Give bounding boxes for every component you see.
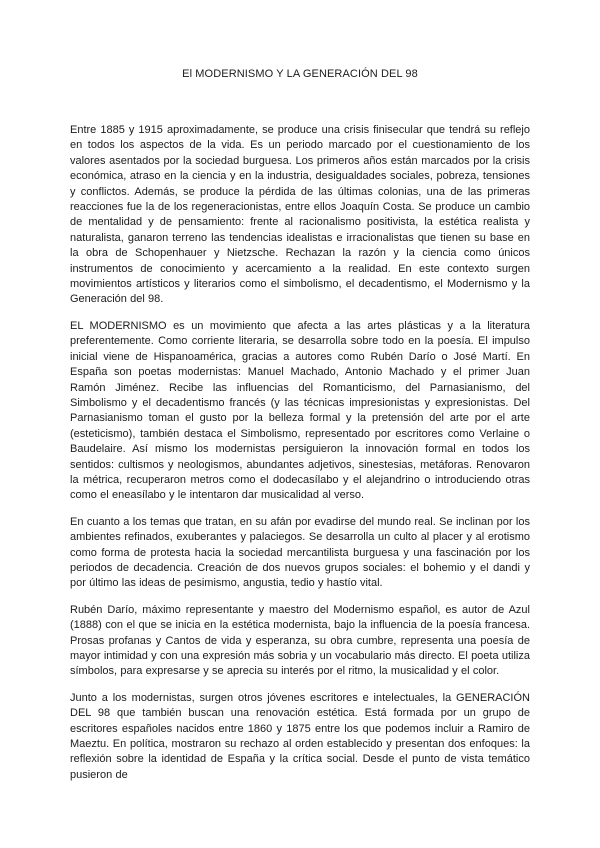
paragraph-ruben-dario: Rubén Darío, máximo representante y maestro del Modernismo español, es autor de Azul (1888) con el que se inicia en la estética modernista, bajo la influencia de la poesía francesa. Prosas profanas y Cantos de vida y esperanza, su obra cumbre, representa una poesía de mayor intimidad y con una expresión más sobria y un vocabulario más directo. El poeta utiliza símbolos, para expresarse y se aprecia su interés por el ritmo, la musicalidad y el color. [70,603,530,678]
paragraph-temas: En cuanto a los temas que tratan, en su afán por evadirse del mundo real. Se inclinan por los ambientes refinados, exuberantes y palaciegos. Se desarrolla un culto al placer y al erotismo como forma de protesta hacia la sociedad mercantilista burguesa y una fascinación por los periodos de decadencia. Creación de dos nuevos grupos sociales: el bohemio y el dandi y por último las ideas de pesimismo, angustia, tedio y hastío vital. [70,515,530,590]
paragraph-el-modernismo: EL MODERNISMO es un movimiento que afecta a las artes plásticas y a la literatura preferentemente. Como corriente literaria, se desarrolla sobre todo en la poesía. El impulso inicial viene de Hispanoamérica, gracias a autores como Rubén Darío o José Martí. En España son poetas modernistas: Manuel Machado, Antonio Machado y el primer Juan Ramón Jiménez. Recibe las influencias del Romanticismo, del Parnasianismo, del Simbolismo y el decadentismo francés (y las técnicas impresionistas y expresionistas. Del Parnasianismo toman el gusto por la belleza formal y la pretensión del arte por el arte (esteticismo), también destaca el Simbolismo, representado por escritores como Verlaine o Baudelaire. Así mismo los modernistas persiguieron la innovación formal en todos los sentidos: cultismos y neologismos, abundantes adjetivos, sinestesias, metáforas. Renovaron la métrica, recuperaron metros como el dodecasílabo y el alejandrino o introduciendo otras como el eneasílabo y le intentaron dar musicalidad al verso. [70,319,530,502]
document-title: El MODERNISMO Y LA GENERACIÓN DEL 98 [182,68,418,80]
paragraph-intro-crisis-finisecular: Entre 1885 y 1915 aproximadamente, se produce una crisis finisecular que tendrá su reflejo en todos los aspectos de la vida. Es un periodo marcado por el cuestionamiento de los valores asentados por la sociedad burguesa. Los primeros años están marcados por la crisis económica, atraso en la ciencia y en la industria, desigualdades sociales, pobreza, tensiones y conflictos. Además, se produce la pérdida de las últimas colonias, una de las primeras reacciones fue la de los regeneracionistas, entre ellos Joaquín Costa. Se produce un cambio de mentalidad y de pensamiento: frente al racionalismo positivista, la estética realista y naturalista, ganaron terreno las tendencias idealistas e irracionalistas que tienen su base en la obra de Schopenhauer y Nietzsche. Rechazan la razón y la ciencia como únicos instrumentos de conocimiento y acercamiento a la realidad. En este contexto surgen movimientos artísticos y literarios como el simbolismo, el decadentismo, el Modernismo y la Generación del 98. [70,124,530,306]
document-body [70,123,530,783]
paragraph-generacion-del-98: Junto a los modernistas, surgen otros jóvenes escritores e intelectuales, la GENERACIÓN DEL 98 que también buscan una renovación estética. Está formada por un grupo de escritores españoles nacidos entre 1860 y 1875 entre los que podemos incluir a Ramiro de Maeztu. En política, mostraron su rechazo al orden establecido y presentan dos enfoques: la reflexión sobre la identidad de España y la crítica social. Desde el punto de vista temático pusieron de [70,691,530,781]
